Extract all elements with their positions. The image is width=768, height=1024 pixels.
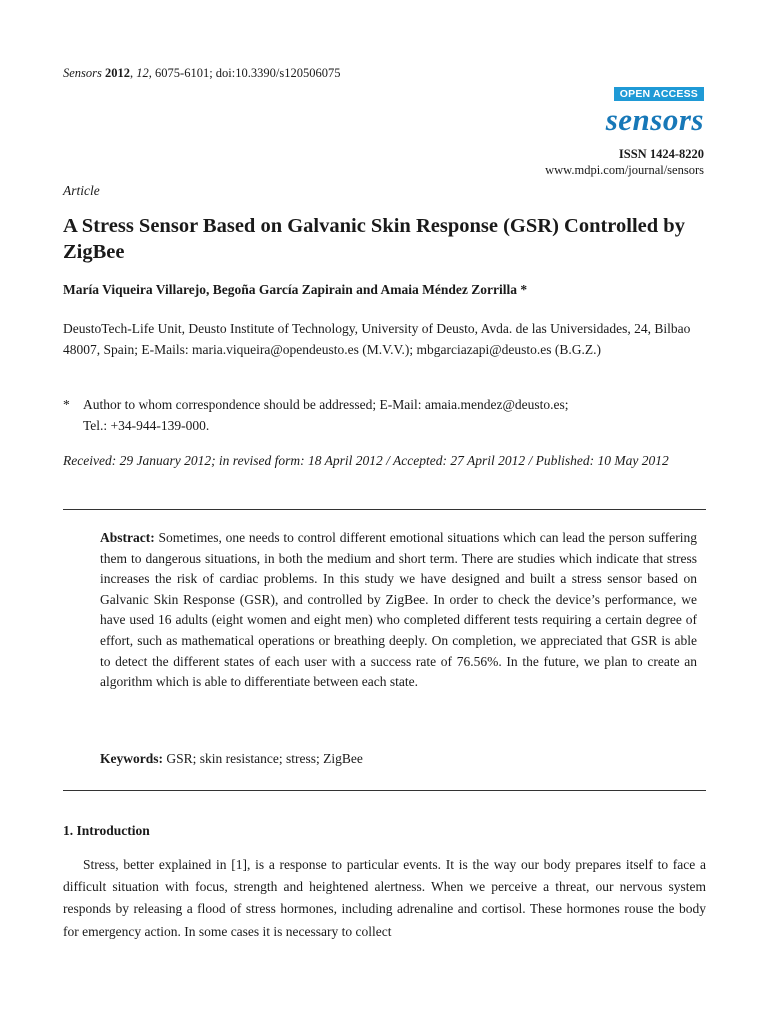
journal-logo: sensors [605, 102, 704, 137]
corr-line-2: Tel.: +34-944-139-000. [83, 418, 210, 433]
section-heading: 1. Introduction [63, 823, 150, 838]
publication-dates: Received: 29 January 2012; in revised form: 18 April 2012 / Accepted: 27 April 2012 / Published: 10 May 2012 [63, 453, 669, 468]
citation-volume: 12 [136, 66, 149, 80]
issn: ISSN 1424-8220 [618, 147, 704, 161]
citation-year: 2012 [105, 66, 131, 80]
divider-top [63, 509, 706, 510]
article-type: Article [63, 183, 100, 198]
correspondence-note [63, 394, 708, 436]
keywords-text: GSR; skin resistance; stress; ZigBee [166, 751, 363, 766]
affiliation: DeustoTech-Life Unit, Deusto Institute of Technology, University of Deusto, Avda. de las Universidades, 24, Bilbao 48007, Spain; E-Mails: maria.viqueira@opendeusto.es (M.V.V.); mbgarciazapi@deusto.es (B.G.Z.) [63, 321, 691, 357]
citation-journal: Sensors [63, 66, 102, 80]
journal-url[interactable]: www.mdpi.com/journal/sensors [545, 163, 704, 177]
corr-line-1: Author to whom correspondence should be addressed; E-Mail: amaia.mendez@deusto.es; [83, 397, 569, 412]
intro-paragraph: Stress, better explained in [1], is a response to particular events. It is the way our body prepares itself to face a difficult situation with focus, strength and heightened alertness. When we perceive a threat, our nervous system responds by releasing a flood of stress hormones, including adrenaline and cortisol. These hormones rouse the body for emergency action. In some cases it is necessary to collect [63, 857, 706, 939]
abstract-text: Sometimes, one needs to control different emotional situations which can lead the person suffering them to dangerous situations, in both the medium and short term. There are studies which indicate that stress increases the risk of cardiac problems. In this study we have designed and built a stress sensor based on Galvanic Skin Response (GSR), and controlled by ZigBee. In order to check the device’s performance, we have used 16 adults (eight women and eight men) who completed different tests requiring a certain degree of effort, such as mathematical operations or breathing deeply. On completion, we appreciated that GSR is able to detect the different states of each user with a success rate of 76.56%. In the future, we plan to create an algorithm which is able to differentiate between each state. [100, 530, 698, 690]
authors: María Viqueira Villarejo, Begoña García Zapirain and Amaia Méndez Zorrilla * [63, 282, 528, 297]
citation-pages-doi: 6075-6101; doi:10.3390/s120506075 [155, 66, 341, 80]
keywords-label: Keywords: [100, 751, 163, 766]
open-access-badge: OPEN ACCESS [614, 87, 704, 101]
article-title: A Stress Sensor Based on Galvanic Skin Response (GSR) Controlled by ZigBee [63, 215, 685, 263]
citation-line: Sensors 2012, 12, 6075-6101; doi:10.3390/s120506075 [63, 66, 341, 80]
divider-bottom [63, 790, 706, 791]
keywords-block [100, 751, 363, 767]
corr-star: * [63, 397, 70, 412]
abstract-label: Abstract: [100, 530, 155, 545]
abstract-block [100, 528, 697, 693]
